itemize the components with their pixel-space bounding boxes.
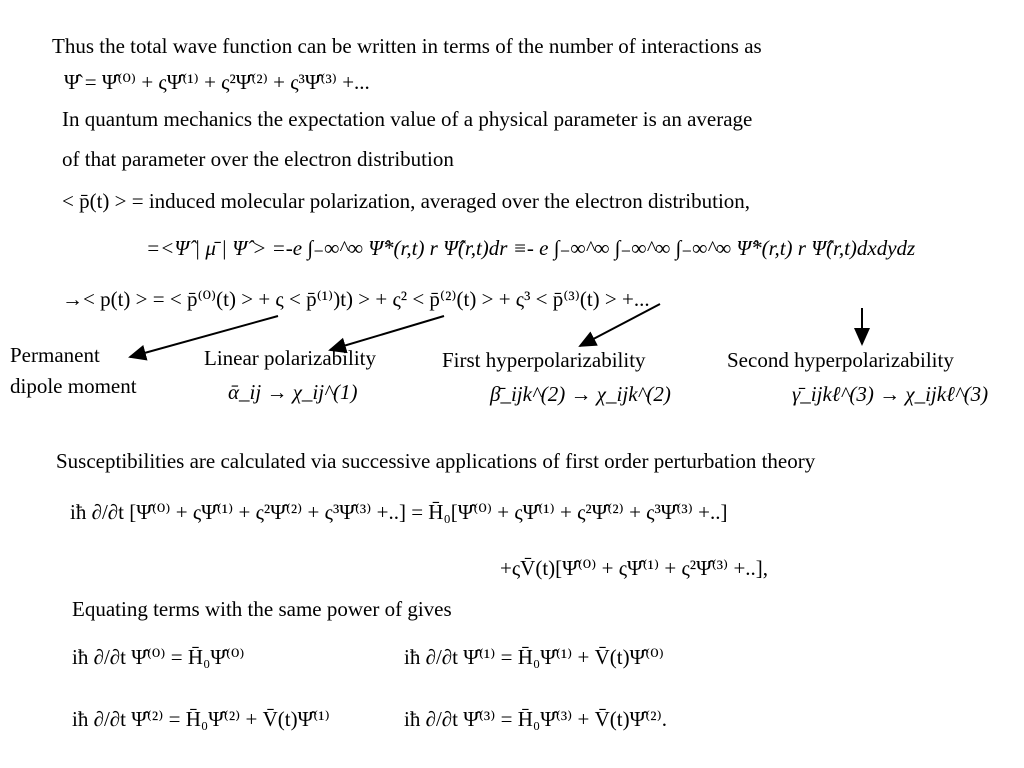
linear-symbol: ᾱ_ij → χ_ij^(1) [228,380,358,404]
qm-text-line-1: In quantum mechanics the expectation value of a physical parameter is an average [62,107,753,131]
order-eq-0: iħ ∂/∂t Ψ̂⁽⁰⁾ = H̄₀Ψ̂⁽⁰⁾ [72,645,245,669]
label-first-hyperpolarizability: First hyperpolarizability [442,348,646,372]
order-eq-2: iħ ∂/∂t Ψ̂⁽²⁾ = H̄₀Ψ̂⁽²⁾ + V̄(t)Ψ̂⁽¹⁾ [72,707,330,731]
polarization-definition: < p̄(t) > = induced molecular polarization, averaged over the electron distribution, [62,189,751,213]
label-second-hyperpolarizability: Second hyperpolarizability [727,348,954,372]
qm-text-line-2: of that parameter over the electron distribution [62,147,454,171]
expectation-integral: =<Ψ̂ | μ̄ | Ψ̂ > =-e ∫₋∞^∞ Ψ̂*(r,t) r Ψ̂(r,t)dr ≡- e ∫₋∞^∞ ∫₋∞^∞ ∫₋∞^∞ Ψ̂*(r,t) r Ψ̂(r,t)dxdydz [146,236,916,260]
polarization-expansion: →< p(t) > = < p̄⁽⁰⁾(t) > + ς < p̄⁽¹⁾)t) > + ς² < p̄⁽²⁾(t) > + ς³ < p̄⁽³⁾(t) > +... [62,287,650,311]
intro-text: Thus the total wave function can be written in terms of the number of interactions as [52,34,762,58]
equating-text: Equating terms with the same power of gives [72,597,452,621]
arrow-linear [330,316,444,350]
label-permanent: Permanent [10,343,100,367]
label-linear-polarizability: Linear polarizability [204,346,377,370]
second-hyper-symbol: γ̄_ijkℓ^(3) → χ_ijkℓ^(3) [792,382,989,406]
first-hyper-symbol: β̄_ijk^(2) → χ_ijk^(2) [490,382,671,406]
expansion-expr: Ψ̂ = Ψ̂⁽⁰⁾ + ςΨ̂⁽¹⁾ + ς²Ψ̂⁽²⁾ + ς³Ψ̂⁽³⁾ +... [64,70,370,94]
schrodinger-equation: iħ ∂/∂t [Ψ̂⁽⁰⁾ + ςΨ̂⁽¹⁾ + ς²Ψ̂⁽²⁾ + ς³Ψ̂⁽³⁾ +..] = H̄₀[Ψ̂⁽⁰⁾ + ςΨ̂⁽¹⁾ + ς²Ψ̂⁽²⁾ + ς³Ψ̂⁽³⁾ +..] [70,500,728,524]
order-eq-1: iħ ∂/∂t Ψ̂⁽¹⁾ = H̄₀Ψ̂⁽¹⁾ + V̄(t)Ψ̂⁽⁰⁾ [404,645,664,669]
order-eq-3: iħ ∂/∂t Ψ̂⁽³⁾ = H̄₀Ψ̂⁽³⁾ + V̄(t)Ψ̂⁽²⁾. [404,707,667,731]
label-dipole-moment: dipole moment [10,374,137,398]
arrow-first [580,304,660,346]
susceptibility-text: Susceptibilities are calculated via successive applications of first order perturbation theory [56,449,816,473]
schrodinger-perturbation-term: +ςV̄(t)[Ψ̂⁽⁰⁾ + ςΨ̂⁽¹⁾ + ς²Ψ̂⁽³⁾ +..], [500,556,769,580]
